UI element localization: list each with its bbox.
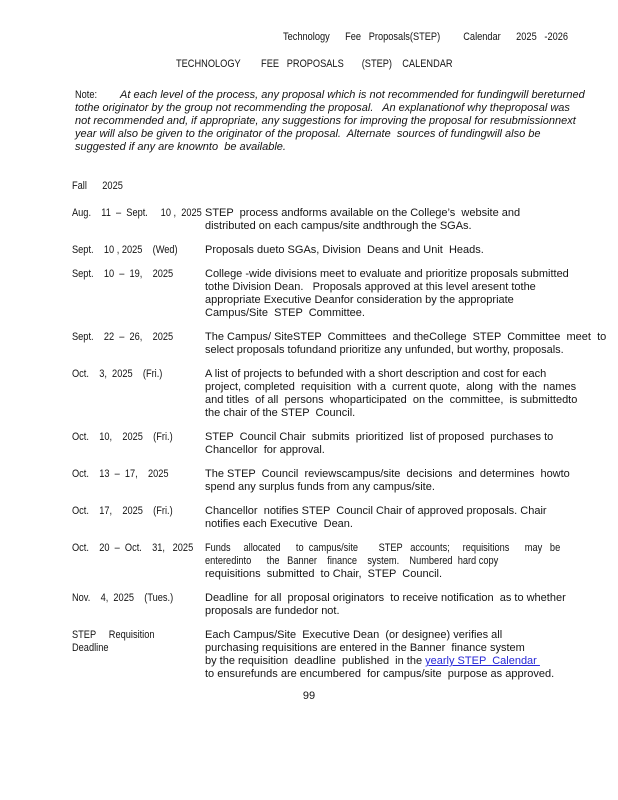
note-line-5: suggested if any are knownto be available. [75,141,286,153]
text-line: STEP process andforms available on the College’s website and [205,207,521,219]
calendar-row-date: Aug. 11 – Sept. 10 , 2025 [72,207,202,219]
calendar-row-description [205,468,615,494]
page-number: 99 [302,690,316,702]
text-line: requisitions submitted to Chair, STEP Council. [205,568,443,580]
note-paragraph [75,89,618,154]
document-title-line2 [176,58,618,70]
calendar-row [72,368,618,420]
text-line: Campus/Site STEP Committee. [205,307,365,319]
calendar-row-description [205,629,615,681]
calendar-row-description [205,368,615,420]
text-line: Chancellor notifies STEP Council Chair of approved proposals. Chair [205,505,547,517]
text-line: STEP Requisition [72,629,155,641]
text-line: the chair of the STEP Council. [205,407,356,419]
calendar-row [72,244,618,257]
calendar-row [72,268,618,320]
calendar-row [72,468,618,494]
calendar-row-date: Sept. 10 , 2025 (Wed) [72,244,178,256]
calendar-row-date: Oct. 20 – Oct. 31, 2025 [72,542,194,554]
calendar-row-description [205,207,615,233]
section-heading-text: Fall 2025 [72,180,123,192]
calendar-row-date: Oct. 13 – 17, 2025 [72,468,169,480]
text-line: project, completed requisition with a current quote, along with the names [205,381,577,393]
calendar-row [72,629,618,681]
calendar-row-description [205,244,615,257]
calendar-row [72,592,618,618]
note-line-1 [75,89,618,102]
text-line: appropriate Executive Deanfor consideration by the appropriate [205,294,514,306]
calendar-table [0,207,618,681]
text-line: proposals are fundedor not. [205,605,340,617]
calendar-row-description [205,431,615,457]
calendar-row-date: Nov. 4, 2025 (Tues.) [72,592,174,604]
yearly-step-calendar-link[interactable]: yearly STEP Calendar [425,655,540,667]
note-line-2: tothe originator by the group not recommending the proposal. An explanationof why theproposal was [75,102,570,114]
calendar-row-description [205,505,615,531]
text-line: Proposals dueto SGAs, Division Deans and Unit Heads. [205,244,484,256]
text-line: Deadline [72,642,109,654]
calendar-row [72,331,618,357]
text-line: College -wide divisions meet to evaluate and prioritize proposals submitted [205,268,569,280]
calendar-row-date: Oct. 3, 2025 (Fri.) [72,368,163,380]
calendar-row [72,431,618,457]
text-line: Each Campus/Site Executive Dean (or designee) verifies all [205,629,503,641]
text-line: The STEP Council reviewscampus/site decisions and determines howto [205,468,570,480]
text-line: STEP Council Chair submits prioritized list of proposed purchases to [205,431,554,443]
note-line-4: year will also be given to the originator of the proposal. Alternate sources of fundingwill also be [75,128,541,140]
text-line: tothe Division Dean. Proposals approved at this level aresent tothe [205,281,536,293]
calendar-row [72,505,618,531]
calendar-row-date: Sept. 22 – 26, 2025 [72,331,174,343]
document-title-line1 [283,31,618,43]
title-line1-text: Technology Fee Proposals(STEP) Calendar 2025 -2026 [283,31,569,43]
text-line: A list of projects to befunded with a short description and cost for each [205,368,547,380]
note-line-3: not recommended and, if appropriate, any suggestions for improving the proposal for resubmissionnext [75,115,576,127]
text-line: distributed on each campus/site andthrough the SGAs. [205,220,472,232]
calendar-row-date [72,629,205,681]
text-line: and titles of all persons whoparticipated on the committee, is submittedto [205,394,578,406]
text-line: Deadline for all proposal originators to receive notification as to whether [205,592,566,604]
note-label: Note: [75,89,98,101]
text-line: enteredinto the Banner finance system. Numbered hard copy [205,555,499,567]
text-line: notifies each Executive Dean. [205,518,353,530]
link-line-prefix: by the requisition deadline published in the [205,655,426,667]
text-line: to ensurefunds are encumbered for campus/site purpose as approved. [205,668,555,680]
text-line: select proposals tofundand prioritize any unfunded, but worthy, proposals. [205,344,564,356]
text-line [205,655,615,668]
calendar-row-description [205,268,615,320]
section-heading-fall-2025 [72,180,618,193]
calendar-row-description [205,542,615,581]
text-line: purchasing requisitions are entered in the Banner finance system [205,642,525,654]
text-line: Funds allocated to campus/site STEP accounts; requisitions may be [205,542,561,554]
calendar-row-date: Sept. 10 – 19, 2025 [72,268,174,280]
note-text: At each level of the process, any proposal which is not recommended for fundingwill bereturned [120,89,585,101]
calendar-row [72,542,618,581]
calendar-row-date: Oct. 10, 2025 (Fri.) [72,431,173,443]
calendar-row-date: Oct. 17, 2025 (Fri.) [72,505,173,517]
title-line2-text: TECHNOLOGY FEE PROPOSALS (STEP) CALENDAR [176,58,453,70]
text-line: The Campus/ SiteSTEP Committees and theCollege STEP Committee meet to [205,331,607,343]
calendar-row [72,207,618,233]
text-line: Chancellor for approval. [205,444,325,456]
calendar-row-description [205,331,615,357]
calendar-row-description [205,592,615,618]
text-line: spend any surplus funds from any campus/site. [205,481,435,493]
